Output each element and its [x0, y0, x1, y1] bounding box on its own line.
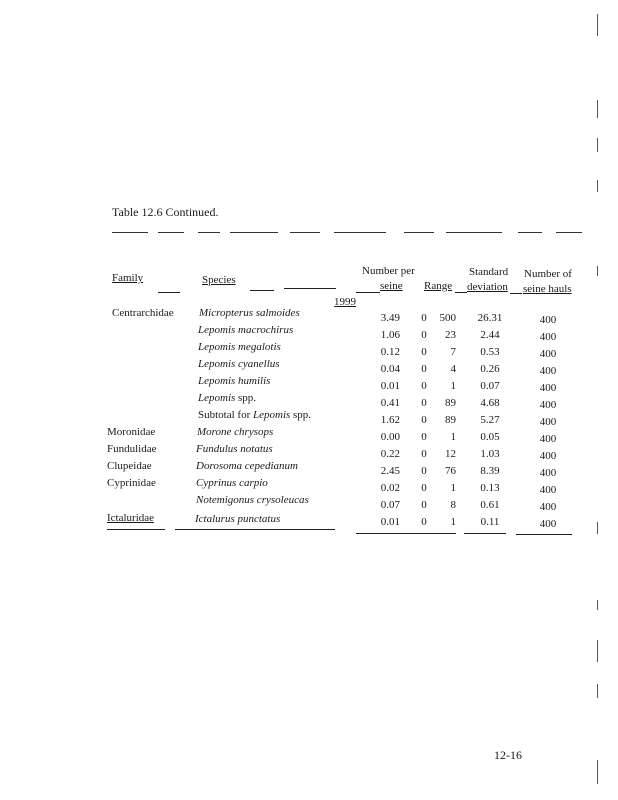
- std-dev-cell: 26.31: [477, 312, 503, 324]
- range-min-cell: 0: [421, 414, 427, 426]
- range-max-cell: 1: [450, 516, 456, 528]
- header-rule-2: [250, 290, 274, 291]
- seine-hauls-cell: 400: [539, 399, 557, 411]
- seine-hauls-cell: 400: [539, 433, 557, 445]
- species-name: Lepomis macrochirus: [198, 324, 294, 336]
- species-name: Lepomis megalotis: [198, 341, 281, 353]
- seine-hauls-cell: 400: [539, 314, 557, 326]
- range-max-cell: 4: [450, 363, 456, 375]
- std-dev-cell: 8.39: [480, 465, 500, 477]
- range-min-cell: 0: [421, 499, 427, 511]
- species-name: Lepomis humilis: [198, 375, 271, 387]
- number-per-seine-cell: 3.49: [380, 312, 400, 324]
- species-name: Dorosoma cepedianum: [196, 460, 298, 472]
- scan-mark: [597, 266, 598, 276]
- range-min-cell: 0: [421, 363, 427, 375]
- header-seine: seine: [380, 280, 403, 292]
- species-cell: [197, 426, 273, 439]
- seine-hauls-cell: 400: [539, 416, 557, 428]
- species-suffix: spp.: [235, 392, 257, 404]
- species-cell: [195, 513, 280, 526]
- std-dev-cell: 0.05: [480, 431, 500, 443]
- species-cell: [198, 324, 293, 337]
- species-cell: [198, 392, 256, 405]
- range-max-cell: 89: [445, 397, 456, 409]
- species-name: Cyprinus carpio: [196, 477, 268, 489]
- number-per-seine-cell: 0.00: [380, 431, 400, 443]
- std-dev-cell: 0.61: [480, 499, 500, 511]
- scan-mark: [597, 522, 598, 534]
- scan-mark: [597, 100, 598, 118]
- family-cell: Clupeidae: [107, 460, 152, 472]
- range-min-cell: 0: [421, 312, 427, 324]
- range-min-cell: 0: [421, 516, 427, 528]
- range-max-cell: 500: [439, 312, 456, 324]
- header-rule: [158, 292, 180, 293]
- scan-mark: [597, 760, 598, 784]
- range-min-cell: 0: [421, 448, 427, 460]
- std-dev-cell: 0.07: [480, 380, 500, 392]
- scan-mark: [597, 138, 598, 152]
- species-name: Morone chrysops: [197, 426, 274, 438]
- range-max-cell: 12: [445, 448, 456, 460]
- bottom-rule-5: [516, 534, 572, 535]
- number-per-seine-cell: 0.12: [380, 346, 400, 358]
- header-range: Range: [424, 280, 453, 292]
- range-min-cell: 0: [421, 397, 427, 409]
- number-per-seine-cell: 0.02: [380, 482, 400, 494]
- seine-hauls-cell: 400: [539, 365, 557, 377]
- number-per-seine-cell: 0.41: [380, 397, 400, 409]
- family-cell: Centrarchidae: [112, 307, 174, 319]
- bottom-rule-1: [107, 529, 165, 530]
- header-rule-3: [284, 288, 336, 289]
- range-max-cell: 1: [450, 380, 456, 392]
- range-max-cell: 23: [445, 329, 456, 341]
- species-prefix: Subtotal for: [198, 409, 253, 421]
- range-min-cell: 0: [421, 329, 427, 341]
- table-title: Table 12.6 Continued.: [112, 205, 219, 219]
- scan-mark: [597, 640, 598, 662]
- number-per-seine-cell: 1.06: [380, 329, 400, 341]
- header-standard: Standard: [469, 266, 509, 278]
- header-rule-6: [510, 293, 522, 294]
- seine-hauls-cell: 400: [539, 382, 557, 394]
- seine-hauls-cell: 400: [539, 484, 557, 496]
- range-max-cell: 7: [450, 346, 456, 358]
- seine-hauls-cell: 400: [539, 467, 557, 479]
- species-name: Notemigonus crysoleucas: [196, 494, 309, 506]
- number-per-seine-cell: 0.01: [380, 380, 400, 392]
- number-per-seine-cell: 0.22: [380, 448, 400, 460]
- family-cell: Fundulidae: [107, 443, 157, 455]
- std-dev-cell: 2.44: [480, 329, 500, 341]
- std-dev-cell: 0.11: [480, 516, 500, 528]
- seine-hauls-cell: 400: [539, 501, 557, 513]
- family-cell: Moronidae: [107, 426, 156, 438]
- species-cell: [198, 358, 280, 371]
- page-number: 12-16: [494, 748, 522, 762]
- header-number-per: Number per: [362, 265, 415, 277]
- range-max-cell: 1: [450, 431, 456, 443]
- range-min-cell: 0: [421, 465, 427, 477]
- scan-mark: [597, 684, 598, 698]
- header-seine-hauls: seine hauls: [523, 283, 572, 295]
- header-number-of: Number of: [524, 268, 572, 280]
- species-cell: [196, 443, 273, 456]
- range-max-cell: 76: [445, 465, 456, 477]
- seine-hauls-cell: 400: [539, 450, 557, 462]
- scan-mark: [597, 14, 598, 36]
- range-min-cell: 0: [421, 380, 427, 392]
- number-per-seine-cell: 0.04: [380, 363, 400, 375]
- species-name: Lepomis cyanellus: [198, 358, 280, 370]
- std-dev-cell: 0.26: [480, 363, 500, 375]
- range-min-cell: 0: [421, 482, 427, 494]
- species-name: Ictalurus punctatus: [195, 513, 281, 525]
- number-per-seine-cell: 0.01: [380, 516, 400, 528]
- species-name: Lepomis: [253, 409, 291, 421]
- species-cell: [198, 409, 311, 422]
- range-max-cell: 1: [450, 482, 456, 494]
- bottom-rule-3: [356, 533, 456, 534]
- std-dev-cell: 0.53: [480, 346, 500, 358]
- seine-hauls-cell: 400: [539, 348, 557, 360]
- header-family: Family: [112, 272, 144, 284]
- number-per-seine-cell: 2.45: [380, 465, 400, 477]
- species-name: Lepomis: [198, 392, 236, 404]
- scan-mark: [597, 600, 598, 610]
- species-cell: [196, 477, 268, 490]
- std-dev-cell: 4.68: [480, 397, 500, 409]
- title-rule: [112, 232, 582, 233]
- species-cell: [196, 460, 298, 473]
- scan-mark: [597, 180, 598, 192]
- header-rule-4: [356, 292, 380, 293]
- std-dev-cell: 1.03: [480, 448, 500, 460]
- header-deviation: deviation: [467, 281, 508, 293]
- number-per-seine-cell: 0.07: [380, 499, 400, 511]
- std-dev-cell: 5.27: [480, 414, 500, 426]
- species-cell: [199, 307, 300, 320]
- species-name: Micropterus salmoides: [199, 307, 300, 319]
- species-cell: [198, 375, 270, 388]
- range-max-cell: 8: [450, 499, 456, 511]
- seine-hauls-cell: 400: [539, 518, 557, 530]
- species-cell: [198, 341, 281, 354]
- header-species: Species: [202, 274, 236, 286]
- bottom-rule-2: [175, 529, 335, 530]
- header-rule-5: [455, 292, 467, 293]
- species-name: Fundulus notatus: [196, 443, 273, 455]
- species-suffix: spp.: [290, 409, 312, 421]
- year-label: 1999: [334, 296, 356, 308]
- family-cell: Ictaluridae: [107, 512, 155, 524]
- range-min-cell: 0: [421, 346, 427, 358]
- family-cell: Cyprinidae: [107, 477, 156, 489]
- range-min-cell: 0: [421, 431, 427, 443]
- species-cell: [196, 494, 309, 507]
- range-max-cell: 89: [445, 414, 456, 426]
- bottom-rule-4: [464, 533, 506, 534]
- std-dev-cell: 0.13: [480, 482, 500, 494]
- number-per-seine-cell: 1.62: [380, 414, 400, 426]
- seine-hauls-cell: 400: [539, 331, 557, 343]
